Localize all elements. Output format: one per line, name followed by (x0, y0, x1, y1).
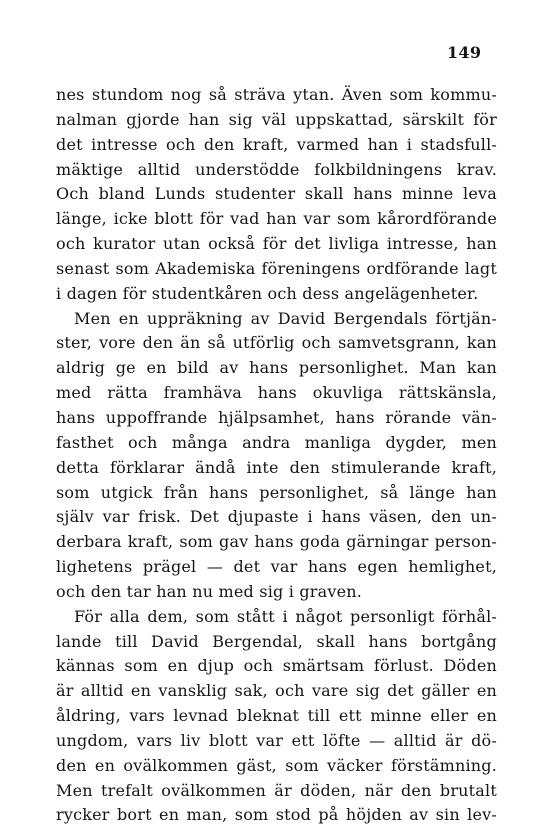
text-line: är alltid en vansklig sak, och vare sig det gäller en (56, 681, 497, 701)
text-line: ster, vore den än så utförlig och samvetsgrann, kan (56, 333, 497, 353)
text-line: i dagen för studentkåren och dess angelägenheter. (56, 283, 479, 303)
text-line: rycker bort en man, som stod på höjden av sin lev- (56, 805, 497, 825)
text-line: ungdom, vars liv blott var ett löfte — alltid är dö- (56, 730, 497, 750)
text-line: För alla dem, som stått i något personligt förhål- (74, 606, 497, 626)
text-line: hans uppoffrande hjälpsamhet, hans rörande vän- (56, 407, 497, 427)
text-line: det intresse och den kraft, varmed han i stadsfull- (56, 134, 497, 154)
text-line: den en ovälkommen gäst, som väcker förstämning. (56, 755, 497, 775)
text-line: och den tar han nu med sig i graven. (56, 581, 363, 601)
text-line: som utgick från hans personlighet, så länge han (56, 482, 497, 502)
text-line: lighetens prägel — det var hans egen hemlighet, (56, 557, 497, 577)
text-line: åldring, vars levnad bleknat till ett minne eller en (56, 706, 497, 726)
text-line: länge, icke blott för vad han var som kårordförande (56, 209, 497, 229)
text-line: och kurator utan också för det livliga intresse, han (56, 234, 497, 254)
text-line: kännas som en djup och smärtsam förlust. Döden (56, 656, 497, 676)
page-number: 149 (447, 43, 482, 62)
text-line: nes stundom nog så sträva ytan. Även som kommu- (56, 85, 497, 104)
text-line: nalman gjorde han sig väl uppskattad, särskilt för (56, 109, 497, 129)
text-line: Men trefalt ovälkommen är döden, när den brutalt (56, 780, 497, 800)
text-line: lande till David Bergendal, skall hans bortgång (56, 631, 497, 651)
text-line: med rätta framhäva hans okuvliga rättskänsla, (56, 383, 497, 403)
text-line: aldrig ge en bild av hans personlighet. Man kan (56, 358, 497, 378)
text-line: själv var frisk. Det djupaste i hans väsen, den un- (56, 507, 497, 527)
text-line: mäktige alltid understödde folkbildningens krav. (56, 159, 497, 179)
text-line: Men en uppräkning av David Bergendals förtjän- (74, 308, 497, 328)
text-line: derbara kraft, som gav hans goda gärningar person- (56, 532, 497, 552)
text-line: Och bland Lunds studenter skall hans minne leva (56, 184, 497, 204)
body-text (56, 83, 497, 828)
text-line: detta förklarar ändå inte den stimulerande kraft, (56, 457, 497, 477)
text-line: senast som Akademiska föreningens ordförande lagt (56, 258, 497, 278)
text-line: fasthet och många andra manliga dygder, men (56, 432, 497, 452)
